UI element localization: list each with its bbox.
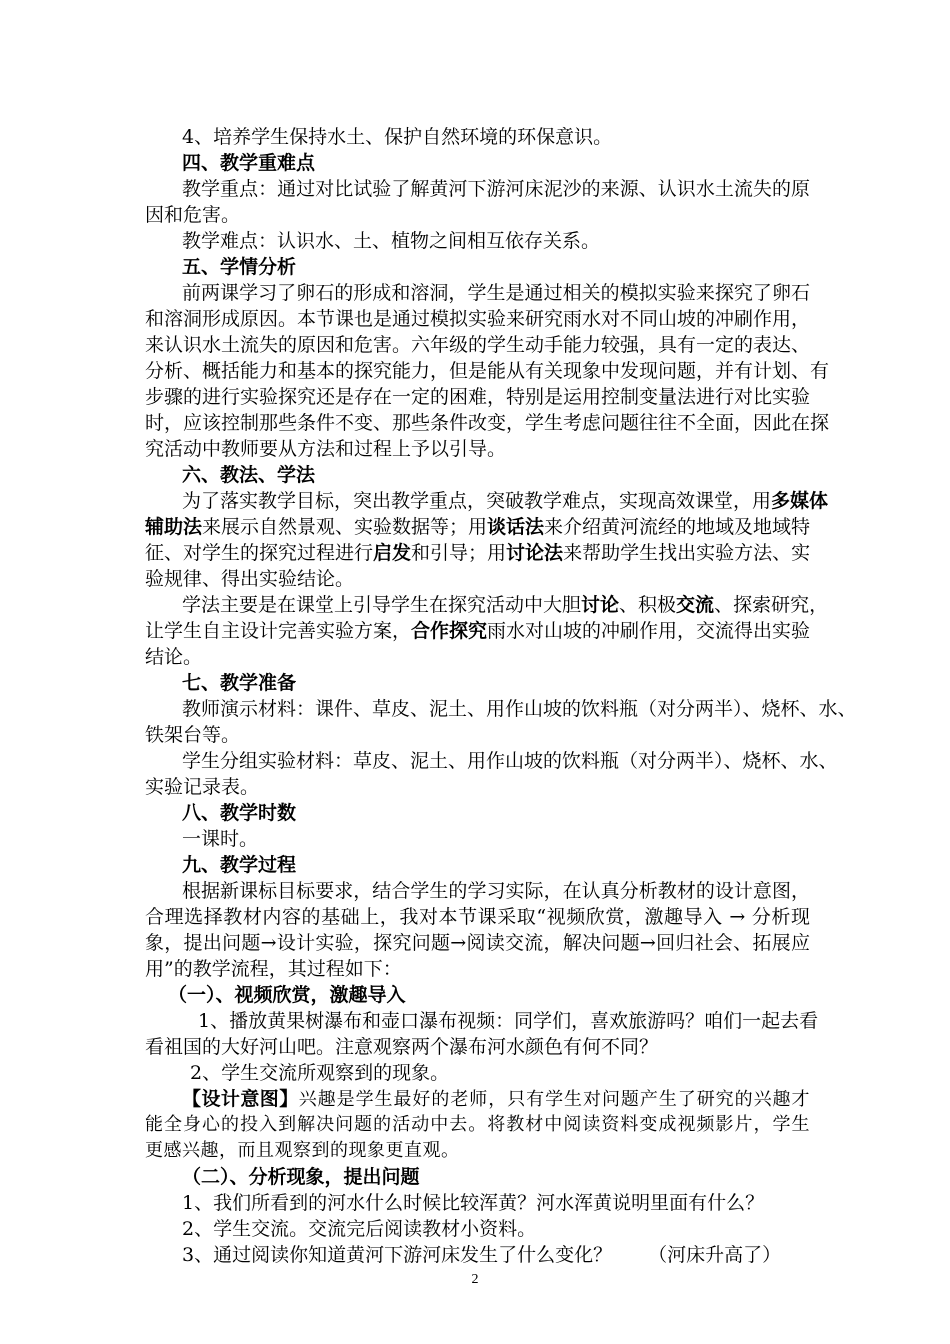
- text-line: 时，应该控制那些条件不变、那些条件改变，学生考虑问题往往不全面，因此在探: [145, 412, 830, 434]
- text-line: 教学难点：认识水、土、植物之间相互依存关系。: [182, 230, 601, 252]
- bold-term: 谈话法: [487, 516, 545, 538]
- text-run: 为了落实教学目标，突出教学重点，突破教学难点，实现高效课堂，用: [182, 490, 772, 512]
- text-line: [182, 592, 829, 618]
- text-line: 因和危害。: [145, 204, 241, 226]
- bold-term: 多媒体: [771, 490, 829, 512]
- bold-term: 讨论: [581, 594, 620, 616]
- text-line: 分析、概括能力和基本的探究能力，但是能从有关现象中发现问题，并有计划、有: [145, 360, 830, 382]
- text-run: 征、对学生的探究过程进行: [145, 542, 374, 564]
- design-intent-line: [182, 1086, 810, 1113]
- bold-term: 讨论法: [506, 542, 564, 564]
- text-line: 能全身心的投入到解决问题的活动中去。将教材中阅读资料变成视频影片，学生: [145, 1114, 810, 1135]
- subsection-heading-1: （一）、视频欣赏，激趣导入: [168, 984, 406, 1006]
- subsection-heading-2: （二）、分析现象，提出问题: [182, 1166, 420, 1188]
- section-heading-5: 五、学情分析: [182, 256, 297, 278]
- text-line: 4、培养学生保持水土、保护自然环境的环保意识。: [182, 126, 613, 148]
- text-run: 来展示自然景观、实验数据等；用: [202, 516, 488, 538]
- text-line: 2、学生交流。交流完后阅读教材小资料。: [182, 1218, 537, 1240]
- text-line: [145, 618, 810, 644]
- text-line: 教学重点：通过对比试验了解黄河下游河床泥沙的来源、认识水土流失的原: [182, 178, 810, 200]
- text-run: 3、通过阅读你知道黄河下游河床发生了什么变化？: [182, 1244, 613, 1266]
- text-line: 教师演示材料：课件、草皮、泥土、用作山坡的饮料瓶（对分两半）、烧杯、水、: [182, 698, 857, 720]
- text-line: 究活动中教师要从方法和过程上予以引导。: [145, 438, 507, 460]
- text-run: 和引导；用: [411, 542, 507, 564]
- text-line: [182, 488, 829, 514]
- text-line: 来认识水土流失的原因和危害。六年级的学生动手能力较强，具有一定的表达、: [145, 334, 811, 356]
- design-intent-label: 【设计意图】: [182, 1088, 299, 1110]
- text-line: 实验记录表。: [145, 776, 260, 798]
- section-heading-7: 七、教学准备: [182, 672, 297, 694]
- text-line: 1、我们所看到的河水什么时候比较浑黄？河水浑黄说明里面有什么？: [182, 1192, 765, 1214]
- text-line: 前两课学习了卵石的形成和溶洞，学生是通过相关的模拟实验来探究了卵石: [182, 282, 810, 304]
- text-line: 一课时。: [182, 828, 259, 850]
- text-line: 看祖国的大好河山吧。注意观察两个瀑布河水颜色有何不同？: [145, 1036, 659, 1058]
- text-run: 学法主要是在课堂上引导学生在探究活动中大胆: [182, 594, 582, 616]
- text-line: [145, 540, 810, 566]
- text-line: 象，提出问题→设计实验，探究问题→阅读交流，解决问题→回归社会、拓展应: [145, 932, 810, 954]
- bold-term: 交流: [676, 594, 715, 616]
- text-line: 步骤的进行实验探究还是存在一定的困难，特别是运用控制变量法进行对比实验: [145, 386, 811, 408]
- text-line: 1、播放黄果树瀑布和壶口瀑布视频：同学们，喜欢旅游吗？咱们一起去看: [198, 1010, 819, 1032]
- bold-term: 合作探究: [411, 620, 488, 642]
- text-run: 、积极: [619, 594, 677, 616]
- text-run: 来介绍黄河流经的地域及地域特: [544, 516, 811, 538]
- text-line: 学生分组实验材料：草皮、泥土、用作山坡的饮料瓶（对分两半）、烧杯、水、: [182, 750, 838, 772]
- bold-term: 启发: [373, 542, 412, 564]
- text-line: 根据新课标目标要求，结合学生的学习实际，在认真分析教材的设计意图，: [182, 880, 810, 902]
- section-heading-6: 六、教法、学法: [182, 464, 316, 486]
- text-line: 验规律、得出实验结论。: [145, 568, 355, 590]
- text-run: 兴趣是学生最好的老师，只有学生对问题产生了研究的兴趣才: [298, 1089, 810, 1110]
- text-run: 雨水对山坡的冲刷作用，交流得出实验: [487, 620, 811, 642]
- text-run: 来帮助学生找出实验方法、实: [563, 542, 811, 564]
- text-run: 让学生自主设计完善实验方案，: [145, 620, 412, 642]
- text-line: 和溶洞形成原因。本节课也是通过模拟实验来研究雨水对不同山坡的冲刷作用，: [145, 308, 811, 330]
- text-line: [182, 1242, 810, 1268]
- section-heading-4: 四、教学重难点: [182, 152, 316, 174]
- text-line: 合理选择教材内容的基础上，我对本节课采取“视频欣赏，激趣导入 → 分析现: [145, 906, 810, 928]
- section-heading-8: 八、教学时数: [182, 802, 297, 824]
- text-line: 2、学生交流所观察到的现象。: [190, 1062, 450, 1084]
- text-line: 铁架台等。: [145, 724, 241, 746]
- text-line: 更感兴趣，而且观察到的现象更直观。: [145, 1140, 460, 1161]
- bold-term: 辅助法: [145, 516, 203, 538]
- section-heading-9: 九、教学过程: [182, 854, 297, 876]
- text-run: 、探索研究，: [714, 594, 829, 616]
- text-run: （河床升高了）: [648, 1244, 782, 1266]
- page-number: 2: [471, 1272, 479, 1287]
- text-line: 用”的教学流程，其过程如下：: [145, 958, 402, 980]
- text-line: [145, 514, 810, 540]
- text-line: 结论。: [145, 646, 203, 668]
